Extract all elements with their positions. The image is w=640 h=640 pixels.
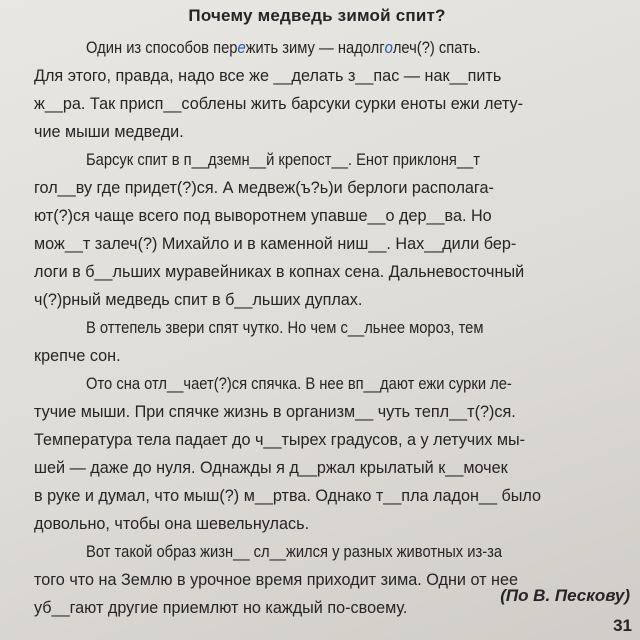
text-line: Температура тела падает до ч__тырех градусов, а у летучих мы-	[34, 430, 526, 449]
text-line: мож__т залеч(?) Михайло и в каменной ниш__. Нах__дили бер-	[34, 234, 517, 253]
handwritten-letter: е	[237, 38, 246, 57]
text-line: гол__ву где придет(?)ся. А медвеж(ъ?ь)и берлоги располага-	[34, 178, 494, 197]
text-line: тучие мыши. При спячке жизнь в организм__ чуть тепл__т(?)ся.	[34, 402, 516, 421]
text-line: Ото сна отл__чает(?)ся спячка. В нее вп__дают ежи сурки ле-	[86, 374, 512, 393]
text-line: Вот такой образ жизн__ сл__жился у разных животных из-за	[86, 542, 503, 561]
text-line: чие мыши медведи.	[34, 122, 184, 141]
text-line: логи в б__льших муравейниках в копнах сена. Дальневосточный	[34, 262, 525, 281]
author-attribution: (По В. Пескову)	[500, 586, 630, 605]
text-line: того что на Землю в урочное время приходит зима. Одни от нее	[34, 570, 519, 589]
page-number: 31	[613, 616, 632, 635]
text-line: Один из способов пережить зиму — надолголеч(?) спать.	[86, 38, 481, 57]
page-title: Почему медведь зимой спит?	[188, 6, 446, 25]
text-line: ч(?)рный медведь спит в б__льших дуплах.	[34, 290, 363, 309]
text-line: уб__гают другие приемлют но каждый по-своему.	[34, 598, 408, 617]
handwritten-letter: о	[384, 38, 393, 57]
text-line: шей — даже до нуля. Однажды я д__ржал крылатый к__мочек	[34, 458, 508, 477]
text-line: ют(?)ся чаще всего под выворотнем упавше__о дер__ва. Но	[34, 206, 492, 225]
text-line: В оттепель звери спят чутко. Но чем с__льнее мороз, тем	[86, 318, 484, 337]
text-line: в руке и думал, что мыш(?) м__ртва. Однако т__пла ладон__ было	[34, 486, 542, 505]
text-line: довольно, чтобы она шевельнулась.	[34, 514, 310, 533]
text-line: ж__ра. Так присп__соблены жить барсуки сурки еноты ежи лету-	[34, 94, 524, 113]
text-line: Для этого, правда, надо все же __делать з__пас — нак__пить	[34, 66, 502, 85]
text-line: Барсук спит в п__дземн__й крепост__. Енот приклоня__т	[86, 150, 480, 169]
text-line: крепче сон.	[34, 346, 121, 365]
